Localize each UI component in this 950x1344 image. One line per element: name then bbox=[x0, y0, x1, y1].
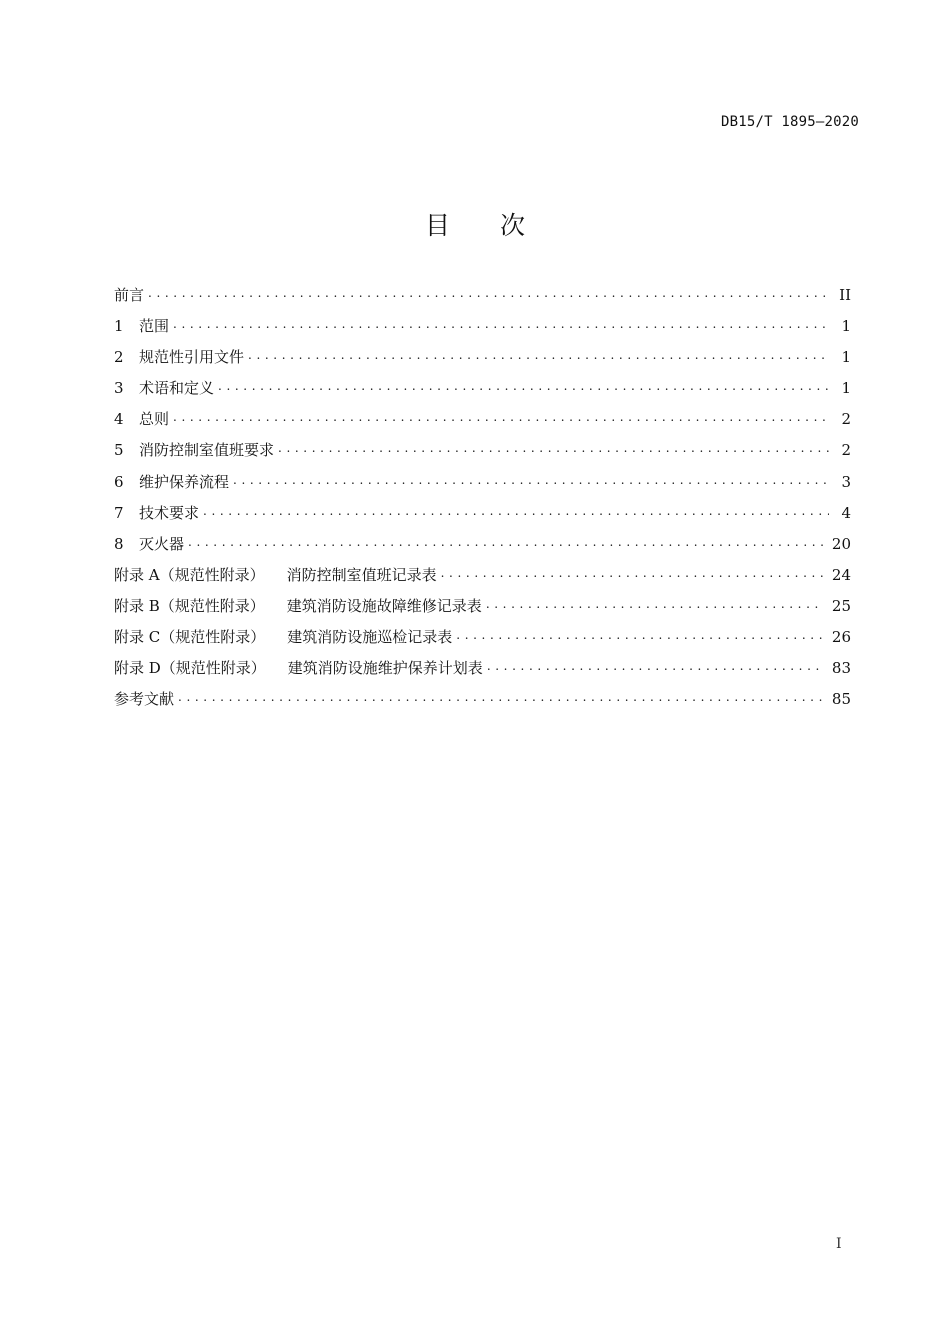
toc-entry-references[interactable] bbox=[114, 688, 851, 719]
toc-entry-label: 消防控制室值班要求 bbox=[139, 441, 275, 460]
toc-dot-leader bbox=[218, 378, 829, 393]
toc-entry-label: 前言 bbox=[114, 286, 145, 304]
toc-entry-number: 4 bbox=[114, 410, 124, 429]
toc-entry-page: 26 bbox=[831, 628, 851, 647]
toc-entry-page: 24 bbox=[831, 565, 851, 584]
toc-title bbox=[0, 206, 950, 242]
toc-dot-leader bbox=[173, 316, 829, 331]
toc-entry-appendix-a[interactable] bbox=[114, 564, 851, 595]
toc-dot-leader bbox=[188, 534, 824, 549]
toc-entry-label: 附录 B（规范性附录） bbox=[114, 596, 265, 615]
toc-entry-page: 2 bbox=[841, 441, 851, 460]
toc-entry-3[interactable] bbox=[114, 377, 851, 408]
page-number: I bbox=[836, 1236, 842, 1252]
toc-entry-label: 规范性引用文件 bbox=[139, 348, 245, 367]
toc-entry-page: 4 bbox=[841, 503, 851, 522]
toc-entry-5[interactable] bbox=[114, 439, 851, 470]
toc-entry-6[interactable] bbox=[114, 471, 851, 502]
toc-entry-number: 6 bbox=[114, 472, 124, 491]
toc-entry-page: 3 bbox=[841, 472, 851, 491]
toc-dot-leader bbox=[248, 347, 829, 362]
toc-entry-8[interactable] bbox=[114, 533, 851, 564]
toc-entry-subtitle: 建筑消防设施巡检记录表 bbox=[287, 628, 453, 647]
toc-dot-leader bbox=[203, 503, 829, 518]
toc-dot-leader bbox=[486, 596, 824, 611]
toc-entry-preface[interactable] bbox=[114, 284, 851, 315]
toc-entry-number: 2 bbox=[114, 348, 124, 367]
toc-entry-number: 8 bbox=[114, 534, 124, 553]
toc-list bbox=[114, 284, 851, 719]
toc-title-char-1: 目 bbox=[424, 211, 450, 240]
toc-entry-subtitle: 建筑消防设施维护保养计划表 bbox=[287, 659, 483, 678]
toc-entry-label: 维护保养流程 bbox=[139, 472, 230, 491]
toc-entry-label: 参考文献 bbox=[114, 690, 175, 709]
toc-entry-label: 技术要求 bbox=[139, 503, 200, 522]
toc-dot-leader bbox=[441, 565, 824, 580]
toc-entry-page: 1 bbox=[841, 379, 851, 398]
toc-entry-label: 灭火器 bbox=[139, 534, 185, 553]
toc-entry-1[interactable] bbox=[114, 315, 851, 346]
toc-entry-page: II bbox=[839, 286, 851, 304]
toc-entry-2[interactable] bbox=[114, 346, 851, 377]
toc-entry-subtitle: 消防控制室值班记录表 bbox=[286, 565, 437, 584]
toc-dot-leader bbox=[278, 440, 829, 455]
toc-dot-leader bbox=[487, 658, 824, 673]
toc-entry-7[interactable] bbox=[114, 502, 851, 533]
toc-entry-page: 25 bbox=[831, 596, 851, 615]
toc-entry-label: 附录 D（规范性附录） bbox=[114, 659, 266, 678]
toc-dot-leader bbox=[178, 689, 824, 704]
toc-dot-leader bbox=[148, 285, 829, 300]
toc-entry-page: 20 bbox=[831, 534, 851, 553]
toc-entry-4[interactable] bbox=[114, 408, 851, 439]
toc-entry-page: 1 bbox=[841, 348, 851, 367]
toc-title-char-2: 次 bbox=[500, 211, 526, 240]
toc-entry-page: 1 bbox=[841, 317, 851, 336]
toc-dot-leader bbox=[173, 409, 829, 424]
toc-entry-page: 83 bbox=[831, 659, 851, 678]
toc-dot-leader bbox=[456, 627, 824, 642]
toc-entry-number: 7 bbox=[114, 503, 124, 522]
toc-entry-number: 5 bbox=[114, 441, 124, 460]
toc-dot-leader bbox=[233, 472, 829, 487]
document-code: DB15/T 1895—2020 bbox=[720, 114, 859, 130]
toc-entry-subtitle: 建筑消防设施故障维修记录表 bbox=[286, 596, 482, 615]
toc-entry-number: 1 bbox=[114, 317, 124, 336]
toc-entry-label: 附录 A（规范性附录） bbox=[114, 565, 265, 584]
toc-entry-appendix-d[interactable] bbox=[114, 657, 851, 688]
toc-entry-page: 2 bbox=[841, 410, 851, 429]
toc-entry-label: 附录 C（规范性附录） bbox=[114, 628, 266, 647]
toc-entry-page: 85 bbox=[831, 690, 851, 709]
toc-entry-label: 范围 bbox=[139, 317, 170, 336]
toc-entry-appendix-c[interactable] bbox=[114, 626, 851, 657]
toc-entry-number: 3 bbox=[114, 379, 124, 398]
toc-entry-label: 术语和定义 bbox=[139, 379, 215, 398]
toc-entry-appendix-b[interactable] bbox=[114, 595, 851, 626]
toc-entry-label: 总则 bbox=[139, 410, 170, 429]
